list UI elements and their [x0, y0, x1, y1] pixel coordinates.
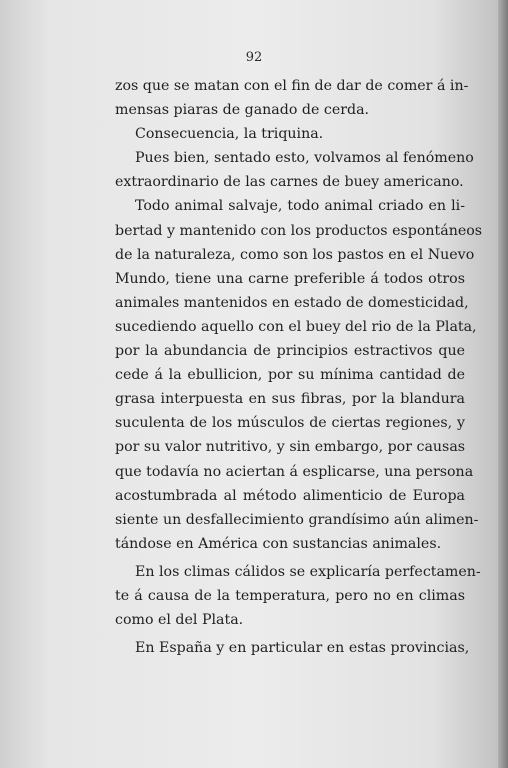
text-line: bertad y mantenido con los productos espontáneos: [115, 222, 483, 239]
text-line: En los climas cálidos se explicaría perfectamen-: [135, 563, 481, 580]
text-line: acostumbrada al método alimenticio de Europa: [115, 487, 465, 504]
text-line: mensas piaras de ganado de cerda.: [115, 102, 370, 119]
text-line: animales mantenidos en estado de domesticidad,: [115, 294, 469, 311]
page-body-text: [115, 74, 483, 660]
text-line: sucediendo aquello con el buey del rio de la Plata,: [115, 318, 477, 335]
text-line: que todavía no aciertan á esplicarse, una persona: [115, 463, 474, 480]
text-line: Consecuencia, la triquina.: [135, 126, 324, 143]
page-number: 92: [245, 50, 263, 65]
text-line: zos que se matan con el fin de dar de comer á in-: [115, 78, 469, 94]
text-line: como el del Plata.: [115, 612, 244, 629]
text-line: te á causa de la temperatura, pero no en climas: [115, 587, 465, 604]
text-line: En España y en particular en estas provincias,: [135, 640, 470, 657]
text-line: por la abundancia de principios estractivos que: [115, 343, 465, 360]
text-line: grasa interpuesta en sus fibras, por la blandura: [115, 391, 465, 408]
page-edge-shadow: [498, 0, 508, 768]
text-line: Pues bien, sentado esto, volvamos al fenómeno: [135, 150, 474, 167]
text-line: tándose en América con sustancias animales.: [115, 535, 442, 552]
text-line: Mundo, tiene una carne preferible á todos otros: [115, 270, 465, 287]
text-line: Todo animal salvaje, todo animal criado en li-: [135, 198, 465, 215]
text-line: siente un desfallecimiento grandísimo aún alimen-: [115, 511, 479, 528]
text-line: suculenta de los músculos de ciertas regiones, y: [115, 415, 465, 432]
text-line: por su valor nutritivo, y sin embargo, por causas: [115, 439, 466, 456]
text-line: de la naturaleza, como son los pastos en el Nuevo: [115, 246, 475, 263]
text-line: extraordinario de las carnes de buey americano.: [115, 174, 464, 191]
text-line: cede á la ebullicion, por su mínima cantidad de: [115, 367, 465, 384]
